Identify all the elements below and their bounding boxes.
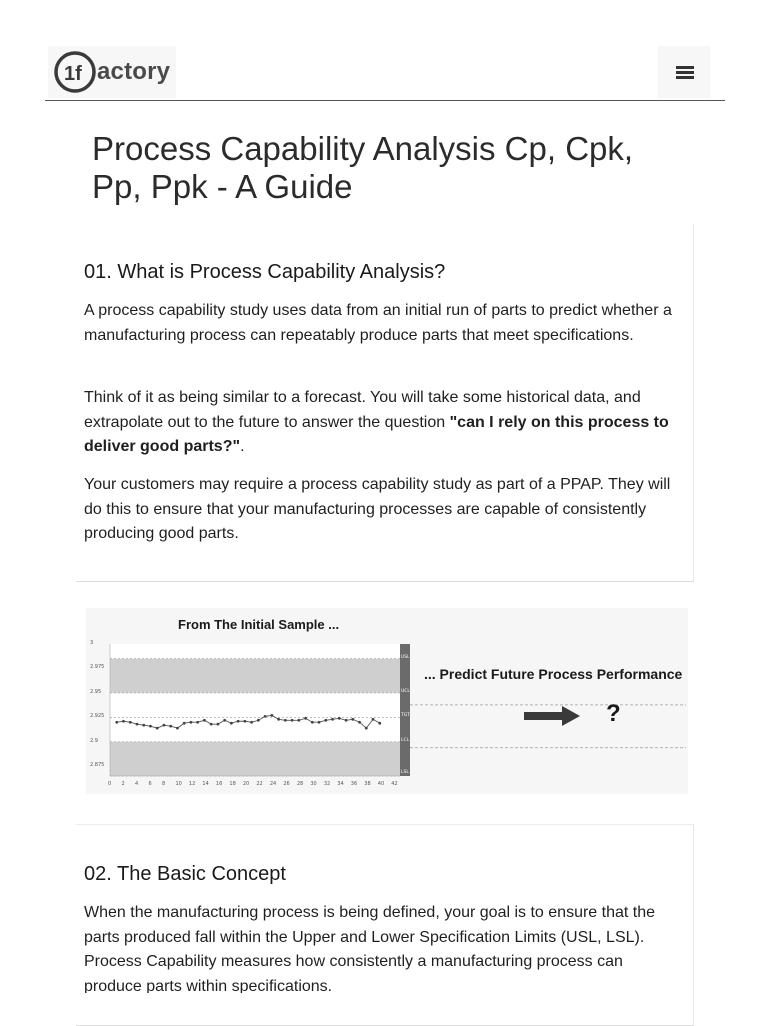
data-point bbox=[365, 727, 368, 730]
x-tick-label: 28 bbox=[296, 781, 304, 787]
data-point bbox=[243, 720, 246, 723]
y-tick-label: 2.875 bbox=[90, 762, 105, 769]
x-tick-label: 22 bbox=[256, 781, 263, 787]
x-tick-label: 36 bbox=[350, 781, 358, 787]
data-point bbox=[122, 720, 125, 723]
limit-label: TGT bbox=[401, 713, 410, 719]
data-point bbox=[304, 717, 307, 720]
x-tick-label: 30 bbox=[310, 781, 317, 787]
x-tick-label: 14 bbox=[202, 781, 209, 787]
x-tick-label: 4 bbox=[134, 781, 139, 787]
section-heading: 02. The Basic Concept bbox=[84, 863, 286, 885]
limit-label: LSL bbox=[401, 770, 409, 775]
data-point bbox=[196, 721, 199, 724]
y-tick-label: 2.975 bbox=[90, 664, 105, 671]
data-point bbox=[149, 725, 152, 728]
control-chart bbox=[84, 608, 688, 794]
chart-limit-bar bbox=[400, 644, 410, 776]
data-point bbox=[176, 727, 179, 730]
data-point bbox=[311, 721, 314, 724]
chart-zone-top bbox=[110, 644, 400, 659]
data-point bbox=[217, 723, 220, 726]
data-point bbox=[237, 720, 240, 723]
limit-label: UCL bbox=[401, 688, 410, 694]
data-point bbox=[223, 719, 226, 722]
x-tick-label: 8 bbox=[161, 781, 166, 787]
x-tick-label: 34 bbox=[337, 781, 344, 787]
data-point bbox=[190, 721, 193, 724]
data-point bbox=[230, 722, 233, 725]
limit-label: LCL bbox=[401, 737, 410, 743]
data-point bbox=[372, 718, 375, 721]
data-point bbox=[318, 721, 321, 724]
hamburger-line bbox=[676, 76, 694, 79]
data-point bbox=[297, 719, 300, 722]
data-point bbox=[203, 719, 206, 722]
data-point bbox=[324, 719, 327, 722]
data-point bbox=[270, 714, 273, 717]
data-point bbox=[156, 727, 159, 730]
data-point bbox=[345, 719, 348, 722]
x-tick-label: 18 bbox=[229, 781, 236, 787]
data-point bbox=[169, 725, 172, 728]
data-point bbox=[142, 724, 145, 727]
x-tick-label: 12 bbox=[188, 781, 196, 787]
svg-text:1f: 1f bbox=[64, 63, 82, 85]
paragraph-text: . bbox=[240, 438, 245, 455]
data-point bbox=[129, 721, 132, 724]
limit-label: USL bbox=[401, 654, 410, 660]
hamburger-menu-icon bbox=[676, 66, 694, 69]
section-heading: 01. What is Process Capability Analysis? bbox=[84, 261, 446, 283]
data-point bbox=[183, 722, 186, 725]
x-tick-label: 2 bbox=[121, 781, 125, 787]
y-tick-label: 2.9 bbox=[90, 737, 98, 744]
data-point bbox=[136, 723, 139, 726]
data-point bbox=[257, 719, 260, 722]
data-point bbox=[358, 721, 361, 724]
data-point bbox=[291, 719, 294, 722]
data-point bbox=[163, 724, 166, 727]
page-title bbox=[92, 130, 692, 206]
y-tick-label: 3 bbox=[90, 640, 94, 646]
data-point bbox=[378, 722, 381, 725]
chart-title: From The Initial Sample ... bbox=[178, 617, 340, 632]
x-tick-label: 42 bbox=[391, 781, 398, 787]
right-arrow-head bbox=[562, 706, 580, 726]
right-arrow-icon bbox=[524, 712, 562, 720]
page-title-line1: Process Capability Analysis Cp, Cpk, bbox=[92, 130, 634, 167]
data-point bbox=[284, 719, 287, 722]
data-point bbox=[250, 721, 253, 724]
x-tick-label: 32 bbox=[323, 781, 331, 787]
section-paragraph: When the manufacturing process is being defined, your goal is to ensure that the parts produced fall within the Upper and Lower Specification Limits (USL, LSL). Process Capability measures how consistently a manufacturing process can produce parts within specifications. bbox=[84, 904, 656, 993]
y-tick-label: 2.95 bbox=[90, 688, 102, 695]
x-tick-label: 40 bbox=[377, 781, 385, 787]
data-point bbox=[338, 717, 341, 720]
section-paragraph: Your customers may require a process capability study as part of a PPAP. They will do this to ensure that your manufacturing processes are capable of consistently producing good parts. bbox=[84, 476, 671, 542]
paragraph-bold-text: "can I rely on this process to deliver good parts?" bbox=[84, 413, 669, 455]
data-point bbox=[210, 723, 213, 726]
page-title-line2: Pp, Ppk - A Guide bbox=[92, 168, 353, 205]
data-point bbox=[264, 715, 267, 718]
x-tick-label: 0 bbox=[108, 781, 112, 787]
chart-zone-lower bbox=[110, 742, 400, 776]
logo-mark-icon bbox=[53, 49, 97, 95]
site-logo[interactable] bbox=[48, 46, 176, 98]
question-mark: ? bbox=[606, 700, 621, 727]
section-paragraph: A process capability study uses data from an initial run of parts to predict whether a manufacturing process can repeatably produce parts that meet specifications. bbox=[84, 302, 672, 344]
hamburger-menu-button[interactable] bbox=[658, 46, 710, 98]
x-tick-label: 6 bbox=[148, 781, 152, 787]
y-tick-label: 2.925 bbox=[90, 713, 105, 720]
x-tick-label: 20 bbox=[242, 781, 250, 787]
x-tick-label: 10 bbox=[175, 781, 182, 787]
x-tick-label: 38 bbox=[364, 781, 371, 787]
capability-figure bbox=[84, 608, 688, 794]
data-point bbox=[277, 718, 280, 721]
paragraph-text: Think of it as being similar to a forecast. You will take some historical data, and extrapolate out to the future to answer the question bbox=[84, 389, 641, 431]
chart-zone-upper bbox=[110, 659, 400, 693]
x-tick-label: 16 bbox=[215, 781, 223, 787]
section-paragraph bbox=[84, 386, 684, 460]
prediction-label: ... Predict Future Process Performance bbox=[424, 666, 683, 682]
logo-text: actory bbox=[97, 58, 171, 85]
x-tick-label: 26 bbox=[283, 781, 290, 787]
data-point bbox=[351, 718, 354, 721]
hamburger-line bbox=[676, 71, 694, 74]
header-divider bbox=[45, 100, 725, 101]
data-point bbox=[331, 718, 334, 721]
data-point bbox=[115, 721, 118, 724]
x-tick-label: 24 bbox=[269, 781, 277, 787]
